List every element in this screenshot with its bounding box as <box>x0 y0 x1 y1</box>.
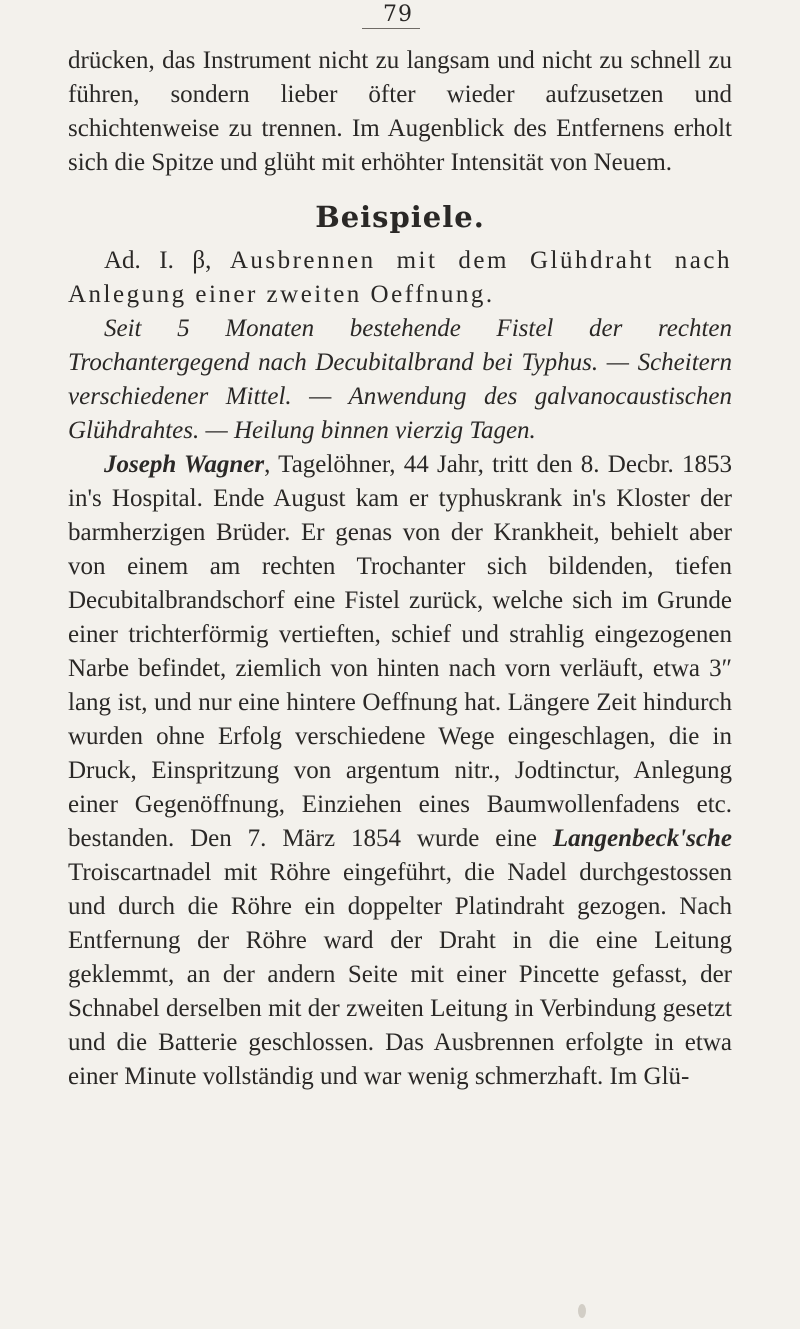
intro-paragraph: drücken, das Instrument nicht zu langsam und nicht zu schnell zu führen, sondern lieber öfter wieder aufzusetzen und schichtenweise zu trennen. Im Augenblick des Entfernens erholt sich die Spitze und glüht mit erhöhter Intensität von Neuem. <box>68 47 732 176</box>
patient-name: Joseph Wagner <box>104 451 265 478</box>
page-number: 79 <box>383 2 413 27</box>
case-label: Ad. I. β, <box>104 247 212 274</box>
case-report-paragraph <box>68 448 732 1094</box>
case-heading-paragraph <box>68 244 732 312</box>
case-title: Ausbrennen mit dem Glühdraht nach Anlegung einer zweiten Oeffnung. <box>68 247 732 308</box>
section-heading: Beispiele. <box>315 200 485 234</box>
case-summary: Seit 5 Monaten bestehende Fistel der rechten Trochantergegend nach Decubitalbrand bei Typhus. — Scheitern verschiedener Mittel. — Anwendung des galvanocaustischen Glühdrahtes. — Heilung binnen vierzig Tagen. <box>68 315 732 444</box>
body-text <box>68 44 732 1094</box>
instrument-name: Langenbeck'sche <box>552 825 732 852</box>
case-report-text-2: Troiscartnadel mit Röhre eingeführt, die Nadel durchgestossen und durch die Röhre ein doppelter Platindraht gezogen. Nach Entfernung der Röhre ward der Draht in die eine Leitung geklemmt, an der andern Seite mit einer Pincette gefasst, der Schnabel derselben mit der zweiten Leitung in Verbindung gesetzt und die Batterie geschlossen. Das Ausbrennen erfolgte in etwa einer Minute vollständig und war wenig schmerzhaft. Im Glü- <box>68 859 732 1090</box>
page-number-rule <box>362 28 420 29</box>
case-report-text-1: , Tagelöhner, 44 Jahr, tritt den 8. Decbr. 1853 in's Hospital. Ende August kam er typhuskrank in's Kloster der barmherzigen Brüder. Er genas von der Krankheit, behielt aber von einem am rechten Trochanter sich bildenden, tiefen Decubitalbrandschorf eine Fistel zurück, welche sich im Grunde einer trichterförmig vertieften, schief und strahlig eingezogenen Narbe befindet, ziemlich von hinten nach vorn verläuft, etwa 3″ lang ist, und nur eine hintere Oeffnung hat. Längere Zeit hindurch wurden ohne Erfolg verschiedene Wege eingeschlagen, die in Druck, Einspritzung von argentum nitr., Jodtinctur, Anlegung einer Gegenöffnung, Einziehen eines Baumwollenfadens etc. bestanden. Den 7. März 1854 wurde eine <box>68 451 732 852</box>
ink-smudge <box>578 1304 586 1318</box>
